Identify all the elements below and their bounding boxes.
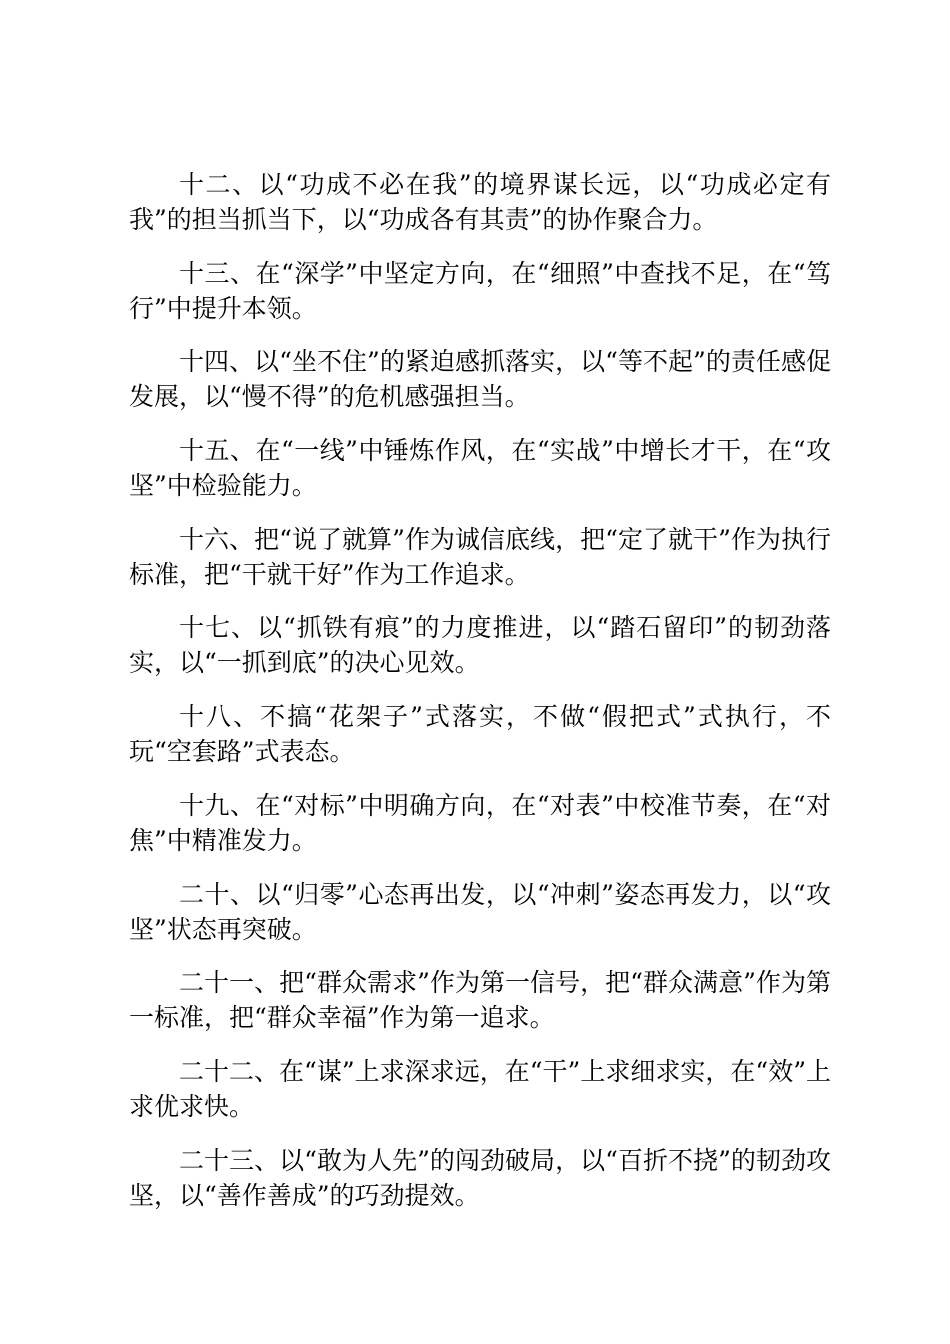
paragraph-14: 十四、以“坐不住”的紧迫感抓落实，以“等不起”的责任感促发展，以“慢不得”的危机感强担当。	[129, 347, 831, 412]
paragraph-20: 二十、以“归零”心态再出发，以“冲刺”姿态再发力，以“攻坚”状态再突破。	[129, 879, 831, 944]
document-body	[129, 167, 831, 1231]
paragraph-22: 二十二、在“谋”上求深求远，在“干”上求细求实，在“效”上求优求快。	[129, 1056, 831, 1121]
paragraph-16: 十六、把“说了就算”作为诚信底线，把“定了就干”作为执行标准，把“干就干好”作为工作追求。	[129, 524, 831, 589]
paragraph-15: 十五、在“一线”中锤炼作风，在“实战”中增长才干，在“攻坚”中检验能力。	[129, 436, 831, 501]
paragraph-13: 十三、在“深学”中坚定方向，在“细照”中查找不足，在“笃行”中提升本领。	[129, 258, 831, 323]
paragraph-18: 十八、不搞“花架子”式落实，不做“假把式”式执行，不玩“空套路”式表态。	[129, 702, 831, 767]
paragraph-12: 十二、以“功成不必在我”的境界谋长远，以“功成必定有我”的担当抓当下，以“功成各有其责”的协作聚合力。	[129, 170, 831, 234]
paragraph-19: 十九、在“对标”中明确方向，在“对表”中校准节奏，在“对焦”中精准发力。	[129, 790, 831, 855]
paragraph-17: 十七、以“抓铁有痕”的力度推进，以“踏石留印”的韧劲落实，以“一抓到底”的决心见效。	[129, 613, 831, 678]
paragraph-21: 二十一、把“群众需求”作为第一信号，把“群众满意”作为第一标准，把“群众幸福”作为第一追求。	[129, 968, 831, 1033]
paragraph-23: 二十三、以“敢为人先”的闯劲破局，以“百折不挠”的韧劲攻坚，以“善作善成”的巧劲提效。	[129, 1145, 831, 1210]
